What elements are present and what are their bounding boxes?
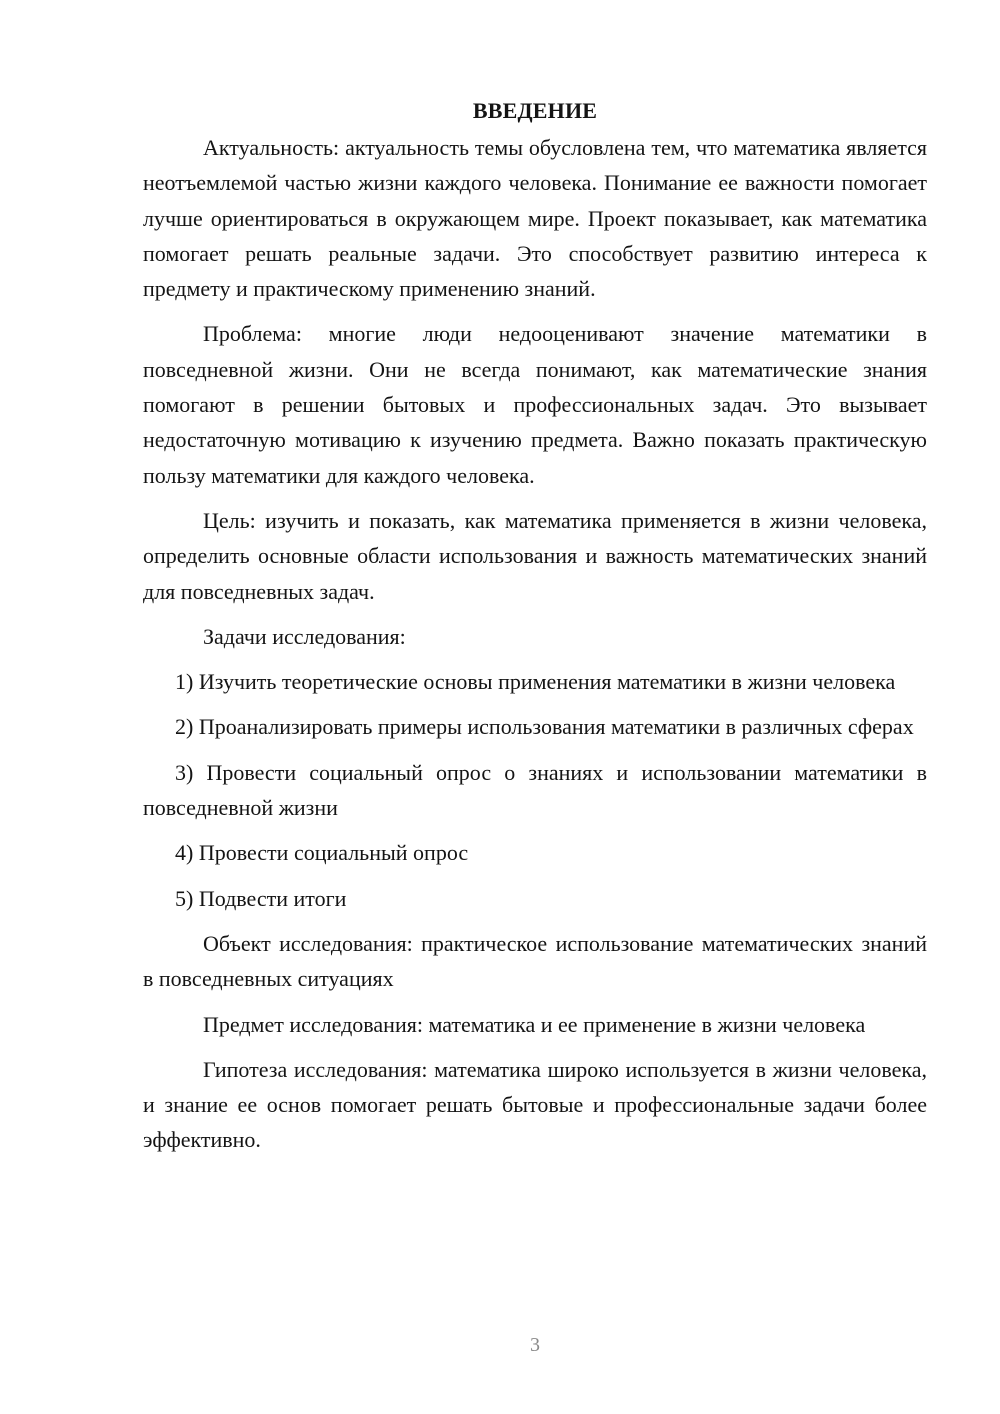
task-item-4: 4) Провести социальный опрос [175, 840, 469, 866]
goal-paragraph: Цель: изучить и показать, как математика применяется в жизни человека, определить основные области использования и важность математических знаний для повседневных задач. [143, 507, 927, 604]
task-item-5: 5) Подвести итоги [175, 885, 347, 911]
task-item-3: 3) Провести социальный опрос о знаниях и использовании математики в повседневной жизни [143, 759, 927, 821]
document-page [143, 96, 927, 1168]
task-item-1: 1) Изучить теоретические основы применения математики в жизни человека [175, 669, 896, 695]
section-title: ВВЕДЕНИЕ [472, 98, 598, 123]
tasks-heading: Задачи исследования: [203, 623, 406, 649]
task-item-2: 2) Проанализировать примеры использования математики в различных сферах [175, 714, 914, 740]
page-number: 3 [530, 1334, 540, 1356]
hypothesis-paragraph: Гипотеза исследования: математика широко используется в жизни человека, и знание ее основ помогает решать бытовые и профессиональные задачи более эффективно. [143, 1056, 927, 1153]
relevance-paragraph: Актуальность: актуальность темы обусловлена тем, что математика является неотъемлемой частью жизни каждого человека. Понимание ее важности помогает лучше ориентироваться в окружающем мире. Проект показывает, как математика помогает решать реальные задачи. Это способствует развитию интереса к предмету и практическому применению знаний. [143, 135, 927, 302]
object-paragraph: Объект исследования: практическое использование математических знаний в повседневных ситуациях [143, 930, 927, 992]
subject-paragraph: Предмет исследования: математика и ее применение в жизни человека [203, 1011, 866, 1037]
problem-paragraph: Проблема: многие люди недооценивают значение математики в повседневной жизни. Они не всегда понимают, как математические знания помогают в решении бытовых и профессиональных задач. Это вызывает недостаточную мотивацию к изучению предмета. Важно показать практическую пользу математики для каждого человека. [143, 321, 927, 488]
